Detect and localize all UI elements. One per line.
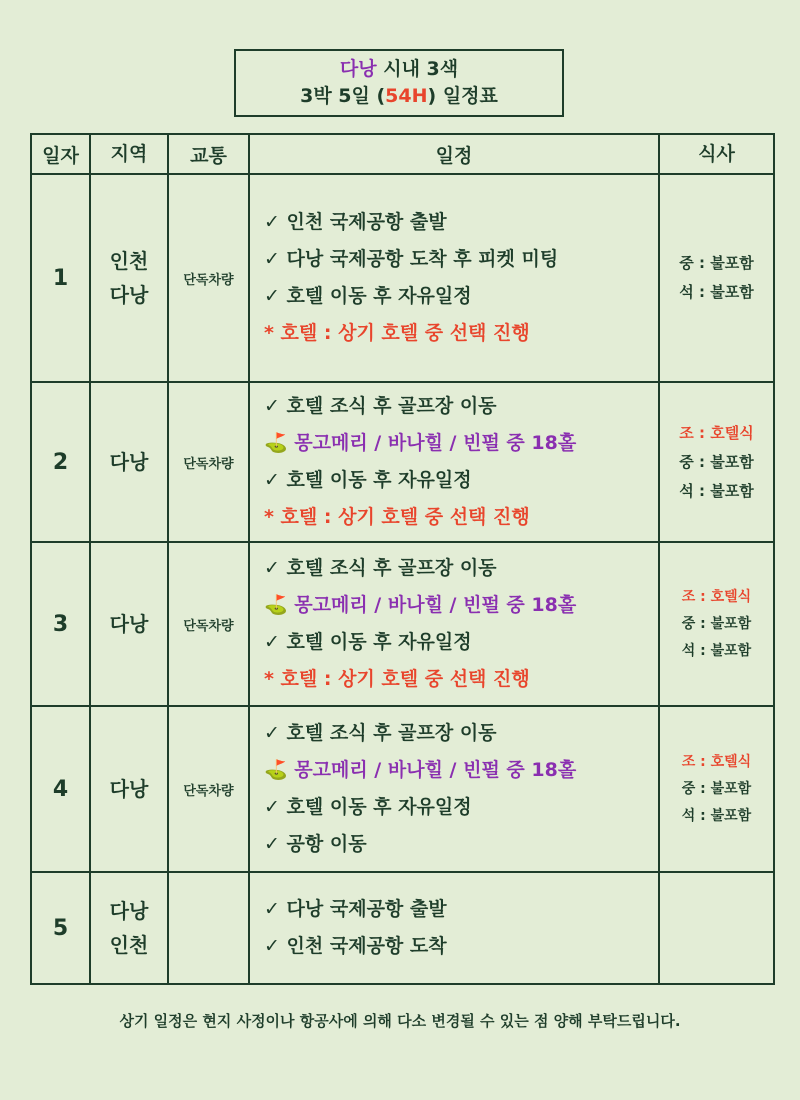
footer-note: 상기 일정은 현지 사정이나 항공사에 의해 다소 변경될 수 있는 점 양해 부탁드립니다. bbox=[119, 1012, 681, 1030]
golf-line: ⛳ 몽고메리 / 바나힐 / 빈펄 중 18홀 bbox=[264, 594, 577, 616]
header-row bbox=[31, 134, 774, 174]
hotel-note: * 호텔 : 상기 호텔 중 선택 진행 bbox=[264, 668, 530, 690]
table-row-day-3 bbox=[31, 542, 774, 706]
meal-line: 중 : 불포함 bbox=[679, 452, 754, 471]
title-hours: 54H bbox=[385, 85, 428, 107]
schedule-cell bbox=[249, 872, 659, 984]
day-number: 3 bbox=[31, 542, 90, 706]
transport-cell: 단독차량 bbox=[168, 382, 249, 542]
schedule-line: ✓ 호텔 이동 후 자유일정 bbox=[264, 796, 472, 818]
transport-cell: 단독차량 bbox=[168, 706, 249, 872]
area-cell bbox=[90, 872, 168, 984]
schedule-line: ✓ 호텔 이동 후 자유일정 bbox=[264, 285, 472, 307]
hotel-note: * 호텔 : 상기 호텔 중 선택 진행 bbox=[264, 322, 530, 344]
title-box bbox=[234, 49, 564, 117]
meal-line: 중 : 불포함 bbox=[681, 615, 752, 632]
schedule-line: ✓ 호텔 이동 후 자유일정 bbox=[264, 469, 472, 491]
meal-cell bbox=[659, 382, 774, 542]
title-line-2 bbox=[300, 83, 498, 110]
schedule-cell bbox=[249, 382, 659, 542]
header-transport: 교통 bbox=[168, 134, 249, 174]
area-line: 다낭 bbox=[109, 899, 149, 923]
itinerary-table bbox=[30, 133, 775, 985]
meal-line-breakfast: 조 : 호텔식 bbox=[679, 423, 754, 442]
meal-line: 석 : 불포함 bbox=[679, 283, 754, 301]
schedule-cell bbox=[249, 706, 659, 872]
table-row-day-1 bbox=[31, 174, 774, 382]
golf-line: ⛳ 몽고메리 / 바나힐 / 빈펄 중 18홀 bbox=[264, 759, 577, 781]
area-line: 인천 bbox=[109, 933, 149, 957]
schedule-line: ✓ 호텔 이동 후 자유일정 bbox=[264, 631, 472, 653]
meal-cell bbox=[659, 174, 774, 382]
day-number: 5 bbox=[31, 872, 90, 984]
hotel-note: * 호텔 : 상기 호텔 중 선택 진행 bbox=[264, 506, 530, 528]
meal-line: 중 : 불포함 bbox=[679, 254, 754, 272]
meal-line: 석 : 불포함 bbox=[681, 642, 752, 659]
area-line: 다낭 bbox=[109, 283, 149, 307]
meal-line: 석 : 불포함 bbox=[681, 807, 752, 824]
day-number: 2 bbox=[31, 382, 90, 542]
header-schedule: 일정 bbox=[249, 134, 659, 174]
area-cell: 다낭 bbox=[90, 382, 168, 542]
schedule-line: ✓ 호텔 조식 후 골프장 이동 bbox=[264, 722, 497, 744]
header-area: 지역 bbox=[90, 134, 168, 174]
transport-cell bbox=[168, 872, 249, 984]
table-row-day-4 bbox=[31, 706, 774, 872]
schedule-line: ✓ 호텔 조식 후 골프장 이동 bbox=[264, 395, 497, 417]
meal-line-breakfast: 조 : 호텔식 bbox=[681, 588, 752, 605]
schedule-line: ✓ 다낭 국제공항 도착 후 피켓 미팅 bbox=[264, 248, 559, 270]
schedule-line: ✓ 다낭 국제공항 출발 bbox=[264, 898, 447, 920]
meal-line: 석 : 불포함 bbox=[679, 481, 754, 500]
schedule-line: ✓ 인천 국제공항 도착 bbox=[264, 935, 447, 957]
schedule-line: ✓ 호텔 조식 후 골프장 이동 bbox=[264, 557, 497, 579]
meal-cell bbox=[659, 872, 774, 984]
area-line: 인천 bbox=[109, 249, 149, 273]
meal-cell bbox=[659, 706, 774, 872]
transport-cell: 단독차량 bbox=[168, 174, 249, 382]
title-subtitle: 시내 3색 bbox=[376, 58, 459, 80]
table-row-day-5 bbox=[31, 872, 774, 984]
header-day: 일자 bbox=[31, 134, 90, 174]
area-cell: 다낭 bbox=[90, 542, 168, 706]
schedule-line: ✓ 공항 이동 bbox=[264, 833, 367, 855]
meal-line-breakfast: 조 : 호텔식 bbox=[681, 753, 752, 770]
meal-cell bbox=[659, 542, 774, 706]
table-row-day-2 bbox=[31, 382, 774, 542]
schedule-line: ✓ 인천 국제공항 출발 bbox=[264, 211, 447, 233]
transport-cell: 단독차량 bbox=[168, 542, 249, 706]
day-number: 4 bbox=[31, 706, 90, 872]
title-duration: 3박 5일 ( bbox=[300, 85, 386, 107]
meal-line: 중 : 불포함 bbox=[681, 780, 752, 797]
title-line-1 bbox=[340, 56, 458, 83]
day-number: 1 bbox=[31, 174, 90, 382]
schedule-cell bbox=[249, 174, 659, 382]
schedule-cell bbox=[249, 542, 659, 706]
header-meal: 식사 bbox=[659, 134, 774, 174]
area-cell: 다낭 bbox=[90, 706, 168, 872]
title-suffix: ) 일정표 bbox=[427, 85, 498, 107]
golf-line: ⛳ 몽고메리 / 바나힐 / 빈펄 중 18홀 bbox=[264, 432, 577, 454]
title-destination: 다낭 bbox=[339, 58, 377, 80]
area-cell bbox=[90, 174, 168, 382]
